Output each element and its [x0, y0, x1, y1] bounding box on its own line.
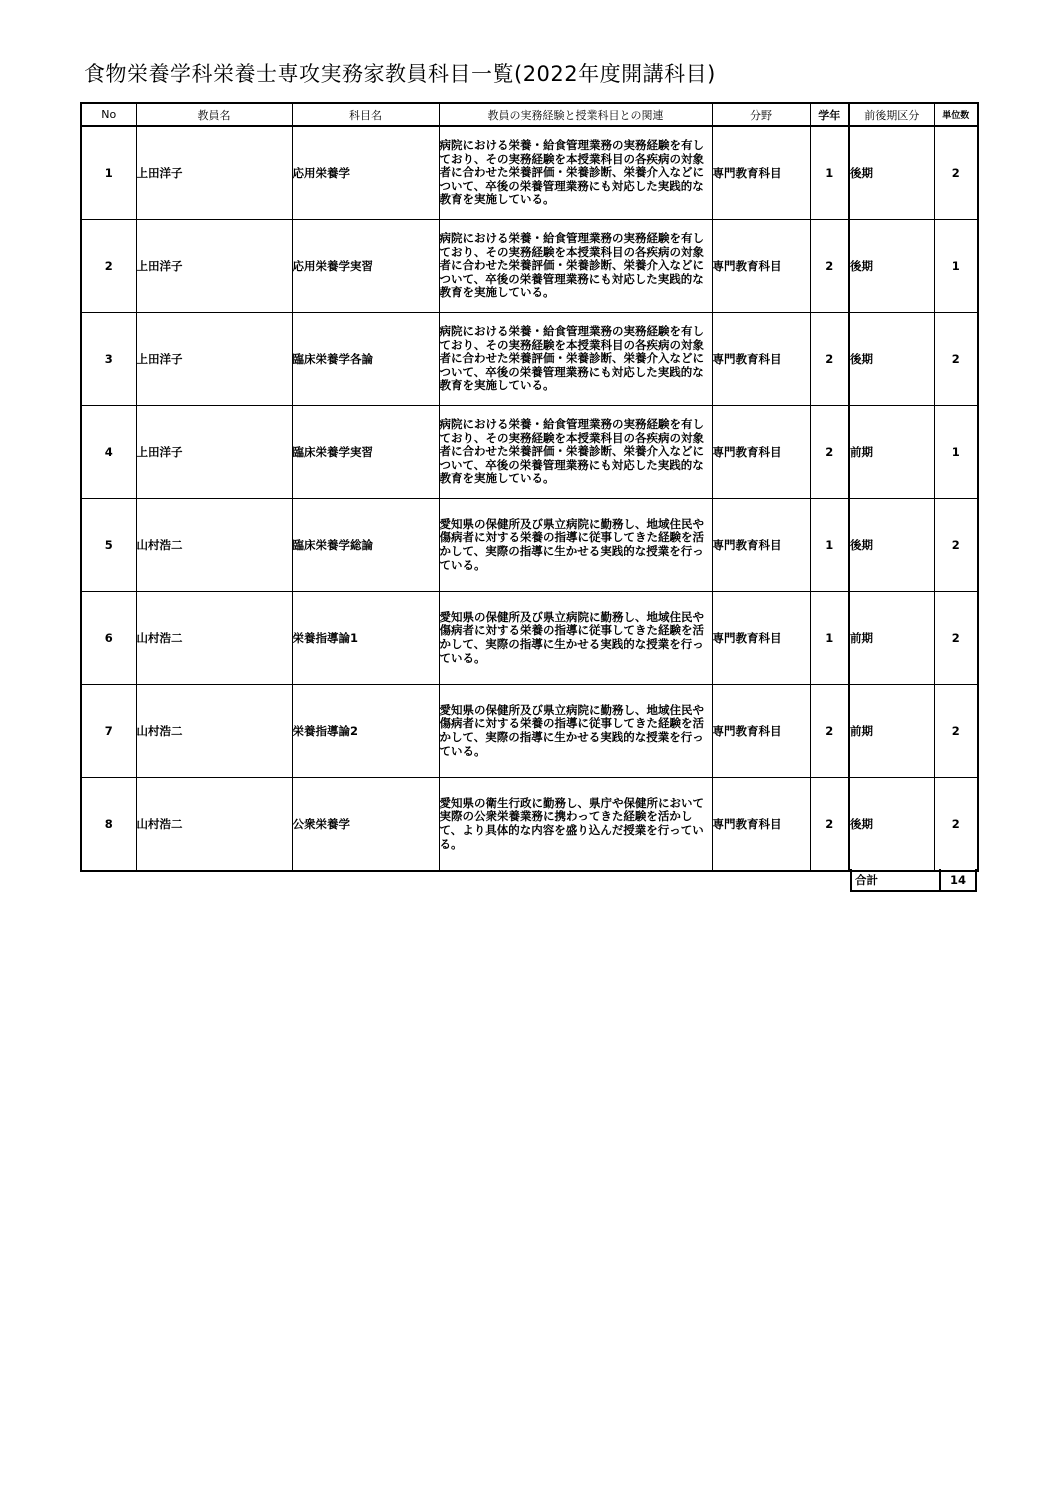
row-year: 1	[810, 126, 849, 220]
row-credits: 1	[934, 220, 978, 313]
row-credits: 2	[934, 592, 978, 685]
row-year: 1	[810, 592, 849, 685]
course-table	[80, 102, 979, 872]
row-credits: 2	[934, 313, 978, 406]
row-teacher: 上田洋子	[136, 406, 292, 499]
header-subject: 科目名	[292, 103, 439, 126]
row-relation: 愛知県の保健所及び県立病院に勤務し、地域住民や傷病者に対する栄養の指導に従事してきた経験を活かして、実際の指導に生かせる実践的な授業を行っている。	[439, 592, 712, 685]
row-relation: 愛知県の保健所及び県立病院に勤務し、地域住民や傷病者に対する栄養の指導に従事してきた経験を活かして、実際の指導に生かせる実践的な授業を行っている。	[439, 685, 712, 778]
row-term: 前期	[849, 406, 934, 499]
row-term: 後期	[849, 126, 934, 220]
total-table	[850, 869, 977, 892]
header-relation: 教員の実務経験と授業科目との関連	[439, 103, 712, 126]
table-row	[81, 313, 978, 406]
table-row	[81, 499, 978, 592]
row-term: 前期	[849, 685, 934, 778]
row-year: 2	[810, 778, 849, 872]
row-year: 2	[810, 685, 849, 778]
row-field: 専門教育科目	[712, 592, 810, 685]
row-subject: 臨床栄養学実習	[292, 406, 439, 499]
row-term: 後期	[849, 220, 934, 313]
header-teacher: 教員名	[136, 103, 292, 126]
row-year: 2	[810, 406, 849, 499]
total-label: 合計	[851, 869, 940, 891]
row-no: 6	[81, 592, 136, 685]
page-title: 食物栄養学科栄養士専攻実務家教員科目一覧(2022年度開講科目)	[84, 62, 716, 86]
row-no: 2	[81, 220, 136, 313]
header-no: No	[81, 103, 136, 126]
table-body	[81, 126, 978, 871]
table-header	[81, 103, 978, 126]
row-teacher: 上田洋子	[136, 126, 292, 220]
row-field: 専門教育科目	[712, 220, 810, 313]
row-field: 専門教育科目	[712, 778, 810, 872]
row-relation: 病院における栄養・給食管理業務の実務経験を有しており、その実務経験を本授業科目の各疾病の対象者に合わせた栄養評価・栄養診断、栄養介入などについて、卒後の栄養管理業務にも対応した実践的な教育を実施している。	[439, 406, 712, 499]
table-row	[81, 406, 978, 499]
row-relation: 愛知県の衛生行政に勤務し、県庁や保健所において実際の公衆栄養業務に携わってきた経験を活かして、より具体的な内容を盛り込んだ授業を行っている。	[439, 778, 712, 872]
row-field: 専門教育科目	[712, 313, 810, 406]
row-term: 後期	[849, 313, 934, 406]
row-teacher: 上田洋子	[136, 220, 292, 313]
row-relation: 愛知県の保健所及び県立病院に勤務し、地域住民や傷病者に対する栄養の指導に従事してきた経験を活かして、実際の指導に生かせる実践的な授業を行っている。	[439, 499, 712, 592]
row-teacher: 山村浩二	[136, 778, 292, 872]
row-teacher: 山村浩二	[136, 499, 292, 592]
header-year: 学年	[810, 103, 849, 126]
row-relation: 病院における栄養・給食管理業務の実務経験を有しており、その実務経験を本授業科目の各疾病の対象者に合わせた栄養評価・栄養診断、栄養介入などについて、卒後の栄養管理業務にも対応した実践的な教育を実施している。	[439, 126, 712, 220]
table-row	[81, 685, 978, 778]
table-row	[81, 778, 978, 872]
row-subject: 応用栄養学	[292, 126, 439, 220]
row-no: 7	[81, 685, 136, 778]
row-no: 1	[81, 126, 136, 220]
row-field: 専門教育科目	[712, 499, 810, 592]
row-field: 専門教育科目	[712, 126, 810, 220]
row-credits: 2	[934, 778, 978, 872]
header-credits: 単位数	[934, 103, 978, 126]
row-term: 後期	[849, 778, 934, 872]
row-teacher: 山村浩二	[136, 685, 292, 778]
row-field: 専門教育科目	[712, 685, 810, 778]
row-subject: 公衆栄養学	[292, 778, 439, 872]
row-subject: 応用栄養学実習	[292, 220, 439, 313]
row-subject: 臨床栄養学各論	[292, 313, 439, 406]
row-credits: 2	[934, 126, 978, 220]
table-row	[81, 220, 978, 313]
row-year: 2	[810, 313, 849, 406]
row-credits: 1	[934, 406, 978, 499]
row-year: 1	[810, 499, 849, 592]
row-field: 専門教育科目	[712, 406, 810, 499]
row-subject: 栄養指導論1	[292, 592, 439, 685]
row-subject: 臨床栄養学総論	[292, 499, 439, 592]
row-teacher: 山村浩二	[136, 592, 292, 685]
row-no: 3	[81, 313, 136, 406]
row-subject: 栄養指導論2	[292, 685, 439, 778]
row-term: 前期	[849, 592, 934, 685]
total-value: 14	[940, 869, 976, 891]
row-no: 8	[81, 778, 136, 872]
row-no: 5	[81, 499, 136, 592]
row-year: 2	[810, 220, 849, 313]
row-credits: 2	[934, 685, 978, 778]
table-row	[81, 126, 978, 220]
row-term: 後期	[849, 499, 934, 592]
header-term: 前後期区分	[849, 103, 934, 126]
row-relation: 病院における栄養・給食管理業務の実務経験を有しており、その実務経験を本授業科目の各疾病の対象者に合わせた栄養評価・栄養診断、栄養介入などについて、卒後の栄養管理業務にも対応した実践的な教育を実施している。	[439, 220, 712, 313]
row-no: 4	[81, 406, 136, 499]
table-row	[81, 592, 978, 685]
row-credits: 2	[934, 499, 978, 592]
header-field: 分野	[712, 103, 810, 126]
row-relation: 病院における栄養・給食管理業務の実務経験を有しており、その実務経験を本授業科目の各疾病の対象者に合わせた栄養評価・栄養診断、栄養介入などについて、卒後の栄養管理業務にも対応した実践的な教育を実施している。	[439, 313, 712, 406]
total-row	[851, 869, 976, 891]
row-teacher: 上田洋子	[136, 313, 292, 406]
